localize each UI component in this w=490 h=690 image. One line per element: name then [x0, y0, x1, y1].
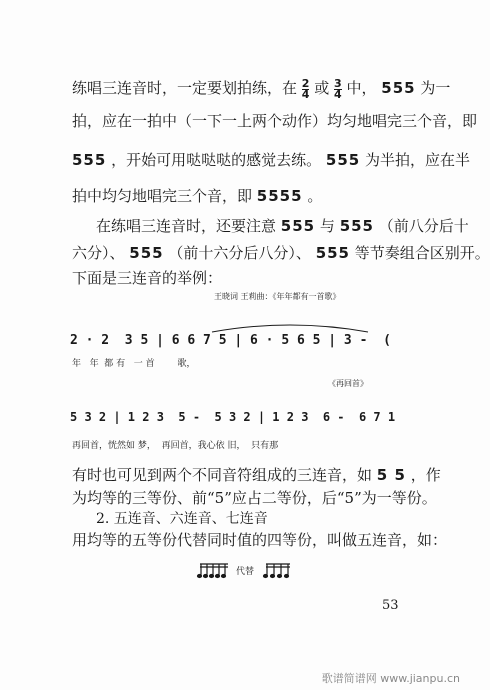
triplet-notes: 555 [339, 217, 374, 235]
triplet-notes: 555 [325, 151, 361, 169]
triplet-notes: 555 [381, 79, 416, 97]
text: 六分）、 [72, 244, 125, 262]
text-line-5 [96, 216, 469, 236]
song-title-tag: 《再回首》 [328, 379, 368, 388]
triplet-notes: 555 [315, 244, 350, 262]
text: 为一 [420, 79, 451, 97]
text: 等节奏组合区别开。 [354, 244, 490, 262]
text-line-1 [72, 76, 451, 101]
song-credit: 王晓词 王莉曲：《年年都有一首歌》 [214, 292, 341, 301]
text: （前十六分后八分）、 [168, 244, 311, 262]
text-line-8 [72, 465, 441, 485]
text: （前八分后十 [378, 217, 469, 235]
triplet-notes: 5555 [256, 187, 303, 205]
text-line-7 [72, 268, 418, 288]
text: ，作 [410, 466, 441, 484]
text: 练唱三连音时，一定要划拍练，在 [72, 79, 298, 97]
text: 下面是三连音的举例： [72, 269, 223, 287]
text: ，开始可用哒哒哒的感觉去练。 [111, 151, 322, 169]
triplet-notes: 555 [129, 244, 164, 262]
triplet-notes: 555 [280, 217, 316, 235]
text: 用均等的五等份代替同时值的四等份，叫做五连音，如： [72, 531, 448, 549]
watermark-text: 歌谱简谱网 www.jianpu.cn [321, 672, 460, 685]
text: 中， [346, 79, 377, 97]
text: 拍，应在一拍中（一下一上两个动作）均匀地唱完三个音，即 [72, 112, 478, 130]
text: 或 [314, 79, 330, 97]
text-line-10 [72, 530, 448, 550]
text: 为均等的三等份、前“5”应占二等份，后“5”为一等份。 [72, 489, 437, 507]
diagram-label: 代替 [236, 567, 255, 577]
time-signature-2-4: $\frac{2}{4}$ [301, 76, 310, 101]
triplet-notes: 555 [72, 151, 107, 169]
triplet-notes: 5 5 [376, 466, 406, 484]
lyric-line-1: 年 年 都 有 一 首 歌， [72, 359, 196, 369]
watermark-footer [0, 664, 470, 690]
section-heading: 2. 五连音、六连音、七连音 [96, 511, 268, 527]
text-line-3 [72, 150, 470, 170]
text-line-9 [72, 488, 437, 508]
text: 为半拍，应在半 [364, 151, 470, 169]
tie-arc [210, 318, 370, 334]
page-number: 53 [382, 598, 399, 613]
notation-line-1: 2 · 2 3 5 | 6 6 7 5 | 6 · 5 6 5 | 3 - ( [70, 333, 391, 348]
text-line-2 [72, 111, 478, 131]
text-line-4: 拍中均匀地唱完三个音，即 5555 。 [72, 187, 323, 205]
time-signature-3-4: $\frac{3}{4}$ [334, 76, 342, 101]
notation-line-2: 5 3 2 | 1 2 3 5 - 5 3 2 | 1 2 3 6 - 6 7 1 [70, 410, 396, 424]
text: 在练唱三连音时，还要注意 [96, 217, 277, 235]
text: 有时也可见到两个不同音符组成的三连音，如 [72, 466, 373, 484]
text: 拍中均匀地唱完三个音，即 [72, 187, 253, 205]
text: 与 [319, 217, 335, 235]
text-line-6 [72, 243, 490, 263]
lyric-line-2: 再回首，恍然如 梦， 再回首，我心依 旧， 只有那 [72, 441, 279, 451]
